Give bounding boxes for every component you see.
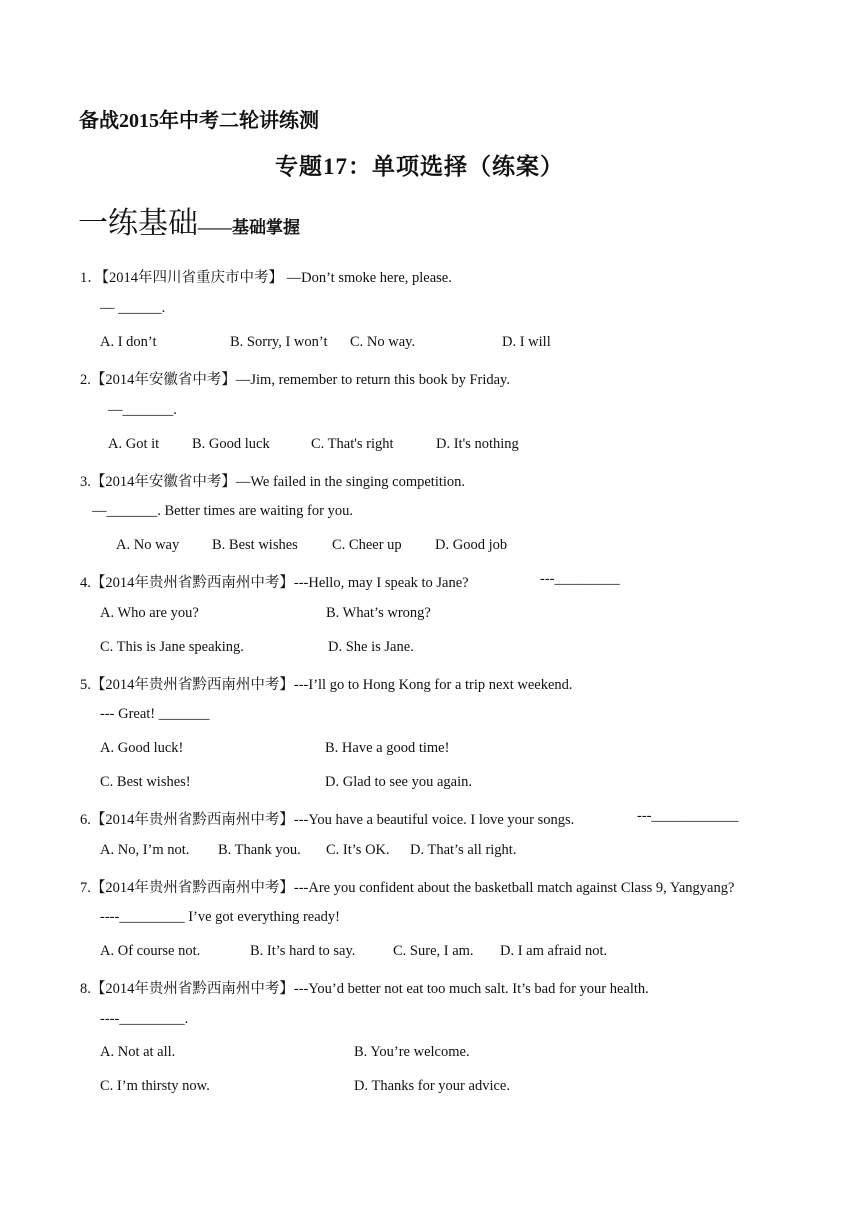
- option-d: D. I will: [502, 334, 551, 350]
- question-number: 4.: [80, 575, 91, 591]
- question-number: 6.: [80, 812, 91, 828]
- option-a: A. No way: [116, 537, 180, 553]
- question-8-reply: ----_________.: [100, 1011, 189, 1027]
- option-b: B. What’s wrong?: [326, 605, 431, 621]
- option-b: B. It’s hard to say.: [250, 943, 356, 959]
- question-4-reply: ---_________: [540, 571, 620, 587]
- question-text: —Don’t smoke here, please.: [283, 270, 452, 286]
- option-a: A. Of course not.: [100, 943, 201, 959]
- option-a: A. Who are you?: [100, 605, 199, 621]
- question-text: ---You have a beautiful voice. I love your songs.: [293, 812, 575, 828]
- question-text: ---I’ll go to Hong Kong for a trip next weekend.: [293, 677, 573, 693]
- option-b: B. Good luck: [192, 436, 270, 452]
- question-source: 【2014年四川省重庆市中考】: [101, 270, 283, 286]
- page-title: 专题17：单项选择（练案）: [275, 154, 564, 179]
- section-heading: [78, 198, 300, 242]
- question-3-stem: [80, 470, 465, 491]
- option-c: C. I’m thirsty now.: [100, 1078, 210, 1094]
- option-c: C. No way.: [350, 334, 416, 350]
- question-text: —We failed in the singing competition.: [235, 474, 466, 490]
- option-d: D. Good job: [435, 537, 508, 553]
- question-source: 【2014年贵州省黔西南州中考】: [90, 812, 294, 828]
- question-1-reply: — ______.: [100, 300, 166, 316]
- section-heading-sub: ——基础掌握: [198, 218, 300, 237]
- option-c: C. It’s OK.: [326, 842, 390, 858]
- question-source: 【2014年贵州省黔西南州中考】: [90, 575, 294, 591]
- question-source: 【2014年安徽省中考】: [90, 372, 236, 388]
- question-number: 3.: [80, 474, 91, 490]
- question-1-stem: [80, 266, 452, 287]
- option-a: A. Good luck!: [100, 740, 184, 756]
- question-text: ---You’d better not eat too much salt. It’s bad for your health.: [293, 981, 649, 997]
- question-7-reply: ----_________ I’ve got everything ready!: [100, 909, 340, 925]
- question-number: 8.: [80, 981, 91, 997]
- question-2-reply: —_______.: [108, 402, 177, 418]
- question-7-stem: [80, 876, 734, 897]
- question-source: 【2014年安徽省中考】: [90, 474, 236, 490]
- option-c: C. Sure, I am.: [393, 943, 474, 959]
- option-a: A. Not at all.: [100, 1044, 176, 1060]
- option-b: B. Have a good time!: [325, 740, 450, 756]
- question-number: 1．: [80, 270, 102, 286]
- question-source: 【2014年贵州省黔西南州中考】: [90, 677, 294, 693]
- question-2-stem: [80, 368, 510, 389]
- question-5-stem: [80, 673, 573, 694]
- option-a: A. Got it: [108, 436, 160, 452]
- question-8-stem: [80, 977, 649, 998]
- option-b: B. Thank you.: [218, 842, 301, 858]
- question-source: 【2014年贵州省黔西南州中考】: [90, 981, 294, 997]
- question-3-reply: —_______. Better times are waiting for you.: [92, 503, 353, 519]
- option-c: C. Best wishes!: [100, 774, 191, 790]
- section-heading-main: 一练基础: [78, 207, 198, 240]
- question-6-reply: ---____________: [637, 808, 739, 824]
- option-a: A. No, I’m not.: [100, 842, 190, 858]
- question-number: 2.: [80, 372, 91, 388]
- question-source: 【2014年贵州省黔西南州中考】: [90, 880, 294, 896]
- option-b: B. Best wishes: [212, 537, 298, 553]
- question-text: ---Hello, may I speak to Jane?: [293, 575, 469, 591]
- option-c: C. That's right: [311, 436, 394, 452]
- option-d: D. That’s all right.: [410, 842, 517, 858]
- question-number: 7.: [80, 880, 91, 896]
- question-5-reply: --- Great! _______: [100, 706, 210, 722]
- question-text: ---Are you confident about the basketball match against Class 9, Yangyang?: [293, 880, 735, 896]
- option-c: C. This is Jane speaking.: [100, 639, 244, 655]
- option-b: B. Sorry, I won’t: [230, 334, 328, 350]
- option-d: D. She is Jane.: [328, 639, 414, 655]
- option-b: B. You’re welcome.: [354, 1044, 470, 1060]
- question-text: —Jim, remember to return this book by Friday.: [235, 372, 510, 388]
- option-d: D. Glad to see you again.: [325, 774, 472, 790]
- option-d: D. I am afraid not.: [500, 943, 608, 959]
- option-d: D. Thanks for your advice.: [354, 1078, 510, 1094]
- question-4-stem: [80, 571, 469, 592]
- series-header: 备战2015年中考二轮讲练测: [79, 110, 319, 132]
- option-c: C. Cheer up: [332, 537, 402, 553]
- question-6-stem: [80, 808, 574, 829]
- option-d: D. It's nothing: [436, 436, 519, 452]
- option-a: A. I don’t: [100, 334, 157, 350]
- question-number: 5.: [80, 677, 91, 693]
